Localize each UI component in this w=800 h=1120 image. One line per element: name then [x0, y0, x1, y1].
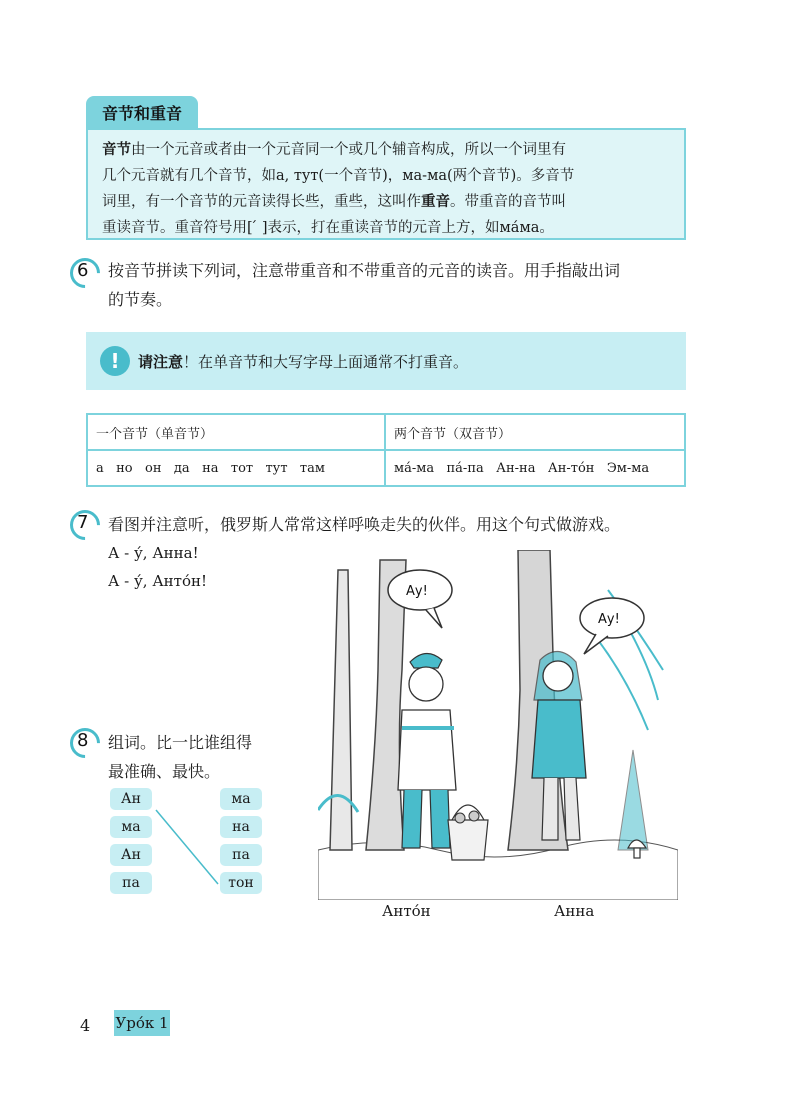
- note-text: [138, 351, 468, 372]
- tree-trunk-left: [330, 570, 352, 850]
- rule-title: 音节和重音: [86, 96, 198, 128]
- right-word-4[interactable]: тон: [220, 872, 262, 894]
- dialog-line-1: А - у́, Анна!: [108, 544, 199, 562]
- header-two-syllable: 两个音节（双音节）: [385, 414, 685, 450]
- rule-line-2: 几个元音就有几个音节，如а, тут(一个音节)，ма-ма(两个音节)。多音节: [102, 168, 575, 184]
- exercise-8-text: [108, 728, 252, 786]
- left-word-1[interactable]: Ан: [110, 788, 152, 810]
- rule-term-syllable: 音节: [102, 142, 131, 158]
- page-number: 4: [80, 1016, 91, 1035]
- exercise-7-text: 看图并注意听，俄罗斯人常常这样呼唤走失的伙伴。用这个句式做游戏。: [108, 515, 621, 534]
- exercise-6-line-2: 的节奏。: [108, 290, 173, 309]
- exercise-7-num-text: 7: [77, 512, 89, 533]
- matching-line: [156, 810, 218, 884]
- forest-illustration: [318, 550, 678, 900]
- table-header-row: [87, 414, 685, 450]
- right-word-2[interactable]: на: [220, 816, 262, 838]
- table-row: [87, 450, 685, 486]
- left-word-3[interactable]: Ан: [110, 844, 152, 866]
- bubble-girl-text: Ау!: [598, 612, 620, 627]
- exercise-6-text: [108, 256, 620, 314]
- rule-term-stress: 重音: [421, 194, 450, 210]
- bubble-boy-text: Ау!: [406, 584, 428, 599]
- note-label: 请注意: [138, 352, 184, 371]
- rule-line-1-text: 由一个元音或者由一个元音同一个或几个辅音构成，所以一个词里有: [131, 142, 566, 158]
- exercise-8-number: [70, 728, 100, 758]
- exercise-6-number: [70, 258, 100, 288]
- exercise-6-line-1: 按音节拼读下列词，注意带重音和不带重音的元音的读音。用手指敲出词: [108, 261, 621, 280]
- syllable-table: [86, 413, 686, 487]
- exercise-8-line-2: 最准确、最快。: [108, 762, 221, 781]
- speech-bubble-girl-tail: [584, 634, 608, 654]
- rule-line-4: 重读音节。重音符号用[ ́ ]表示，打在重读音节的元音上方，如ма́ма。: [102, 220, 554, 236]
- exercise-6-num-text: 6: [77, 260, 89, 281]
- dialog-line-2: А - у́, Анто́н!: [108, 572, 208, 590]
- note-body: ！在单音节和大写字母上面通常不打重音。: [183, 352, 469, 371]
- rule-line-1: [102, 137, 670, 163]
- left-word-4[interactable]: па: [110, 872, 152, 894]
- speech-bubble-boy-tail: [426, 608, 442, 628]
- note-bar: [86, 332, 686, 390]
- rule-line-3-text: 词里，有一个音节的元音读得长些，重些，这叫作: [102, 194, 421, 210]
- exclamation-icon: !: [100, 346, 130, 376]
- rule-line-3-tail: 。带重音的音节叫: [450, 194, 566, 210]
- boy-figure: [398, 653, 456, 848]
- left-word-2[interactable]: ма: [110, 816, 152, 838]
- exercise-8-line-1: 组词。比一比谁组得: [108, 733, 253, 752]
- header-one-syllable: 一个音节（单音节）: [87, 414, 385, 450]
- right-word-1[interactable]: ма: [220, 788, 262, 810]
- exercise-8-num-text: 8: [77, 730, 89, 751]
- rule-line-3: [102, 189, 670, 215]
- caption-anton: Анто́н: [382, 902, 431, 920]
- one-syllable-words: а но он да на тот тут там: [87, 450, 385, 486]
- exercise-7-number: [70, 510, 100, 540]
- two-syllable-words: ма́-ма па́-па Ан-на Ан-то́н Эм-ма: [385, 450, 685, 486]
- caption-anna: Анна: [554, 902, 595, 920]
- fir-tree: [618, 750, 648, 850]
- lesson-label: Уро́к 1: [114, 1010, 170, 1036]
- rule-box: [86, 128, 686, 240]
- basket: [448, 805, 488, 860]
- right-word-3[interactable]: па: [220, 844, 262, 866]
